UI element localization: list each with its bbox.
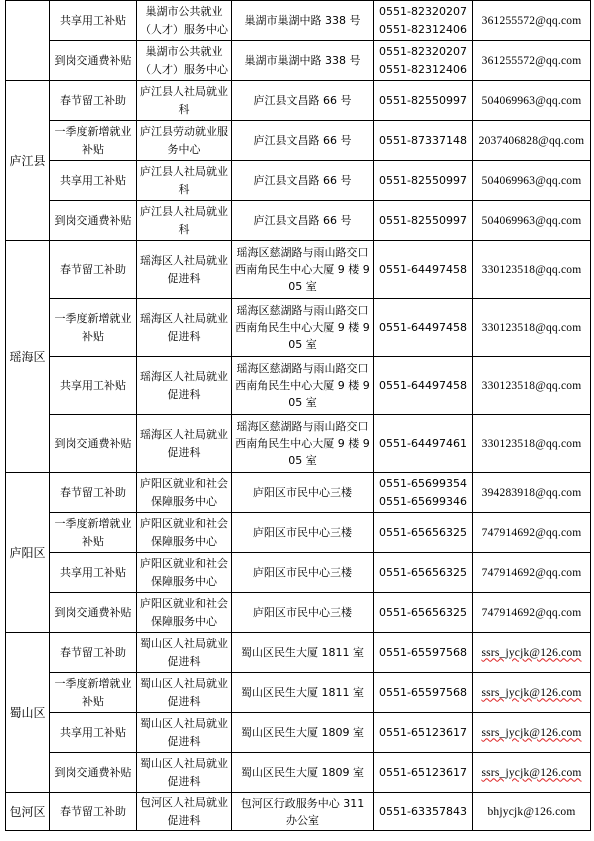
email-cell — [473, 593, 591, 633]
agency-cell: 庐江县人社局就业科 — [137, 161, 232, 201]
email-address: 504069963@qq.com — [481, 174, 582, 187]
agency-cell: 庐阳区就业和社会保障服务中心 — [137, 473, 232, 513]
email-address: 330123518@qq.com — [481, 437, 582, 450]
email-address: ssrs_jycjk@126.com — [481, 646, 582, 659]
phone-number: 0551-63357843 — [379, 804, 467, 818]
table-row — [6, 415, 591, 473]
phone-number: 0551-87337148 — [379, 133, 467, 147]
table-row — [6, 201, 591, 241]
email-cell — [473, 299, 591, 357]
subsidy-item-cell: 春节留工补助 — [50, 633, 137, 673]
email-address: ssrs_jycjk@126.com — [481, 686, 582, 699]
email-address: 361255572@qq.com — [481, 14, 582, 27]
subsidy-item-cell: 一季度新增就业补贴 — [50, 673, 137, 713]
phone-number: 0551-65656325 — [379, 565, 467, 579]
phone-number: 0551-64497458 — [379, 378, 467, 392]
email-address: 747914692@qq.com — [481, 526, 582, 539]
address-cell: 蜀山区民生大厦 1809 室 — [232, 713, 374, 753]
address-cell: 庐江县文昌路 66 号 — [232, 121, 374, 161]
phone-cell — [374, 713, 473, 753]
subsidy-item-cell: 共享用工补贴 — [50, 1, 137, 41]
phone-number: 0551-82320207 — [379, 44, 467, 58]
subsidy-item-cell: 到岗交通费补贴 — [50, 753, 137, 793]
address-cell: 庐江县文昌路 66 号 — [232, 81, 374, 121]
phone-number: 0551-65656325 — [379, 525, 467, 539]
phone-cell — [374, 633, 473, 673]
phone-cell — [374, 673, 473, 713]
phone-number: 0551-65699346 — [379, 494, 467, 508]
email-address: 2037406828@qq.com — [478, 134, 585, 147]
email-cell — [473, 793, 591, 831]
email-cell — [473, 1, 591, 41]
subsidy-item-cell: 春节留工补助 — [50, 81, 137, 121]
table-row — [6, 1, 591, 41]
address-cell: 巢湖市巢湖中路 338 号 — [232, 1, 374, 41]
contact-table-body — [6, 1, 591, 831]
email-address: 361255572@qq.com — [481, 54, 582, 67]
address-cell: 庐江县文昌路 66 号 — [232, 201, 374, 241]
address-cell: 包河区行政服务中心 311 办公室 — [232, 793, 374, 831]
phone-cell — [374, 473, 473, 513]
email-cell — [473, 241, 591, 299]
district-cell: 蜀山区 — [6, 633, 50, 793]
subsidy-item-cell: 一季度新增就业补贴 — [50, 513, 137, 553]
email-address: 394283918@qq.com — [481, 486, 582, 499]
phone-number: 0551-65123617 — [379, 765, 467, 779]
phone-number: 0551-65699354 — [379, 476, 467, 490]
phone-cell — [374, 553, 473, 593]
contact-table — [5, 0, 591, 831]
agency-cell: 瑶海区人社局就业促进科 — [137, 357, 232, 415]
agency-cell: 庐阳区就业和社会保障服务中心 — [137, 553, 232, 593]
email-address: 504069963@qq.com — [481, 94, 582, 107]
phone-number: 0551-82312406 — [379, 62, 467, 76]
email-address: bhjycjk@126.com — [487, 805, 576, 818]
address-cell: 巢湖市巢湖中路 338 号 — [232, 41, 374, 81]
email-cell — [473, 161, 591, 201]
email-cell — [473, 473, 591, 513]
email-cell — [473, 357, 591, 415]
phone-cell — [374, 41, 473, 81]
subsidy-item-cell: 共享用工补贴 — [50, 161, 137, 201]
address-cell: 庐阳区市民中心三楼 — [232, 513, 374, 553]
address-cell: 庐江县文昌路 66 号 — [232, 161, 374, 201]
agency-cell: 庐阳区就业和社会保障服务中心 — [137, 513, 232, 553]
phone-cell — [374, 357, 473, 415]
phone-number: 0551-64497461 — [379, 436, 467, 450]
subsidy-item-cell: 到岗交通费补贴 — [50, 593, 137, 633]
address-cell: 蜀山区民生大厦 1811 室 — [232, 673, 374, 713]
agency-cell: 蜀山区人社局就业促进科 — [137, 673, 232, 713]
address-cell: 瑶海区慈湖路与雨山路交口西南角民生中心大厦 9 楼 905 室 — [232, 241, 374, 299]
email-cell — [473, 121, 591, 161]
agency-cell: 蜀山区人社局就业促进科 — [137, 633, 232, 673]
phone-cell — [374, 793, 473, 831]
subsidy-item-cell: 共享用工补贴 — [50, 713, 137, 753]
table-row — [6, 673, 591, 713]
table-row — [6, 713, 591, 753]
email-cell — [473, 753, 591, 793]
phone-cell — [374, 753, 473, 793]
phone-cell — [374, 121, 473, 161]
email-address: 330123518@qq.com — [481, 263, 582, 276]
address-cell: 庐阳区市民中心三楼 — [232, 593, 374, 633]
subsidy-item-cell: 共享用工补贴 — [50, 553, 137, 593]
district-cell — [6, 1, 50, 81]
email-cell — [473, 553, 591, 593]
email-address: 330123518@qq.com — [481, 321, 582, 334]
phone-number: 0551-64497458 — [379, 320, 467, 334]
phone-number: 0551-65597568 — [379, 685, 467, 699]
phone-number: 0551-82320207 — [379, 4, 467, 18]
agency-cell: 巢湖市公共就业（人才）服务中心 — [137, 1, 232, 41]
email-address: ssrs_jycjk@126.com — [481, 726, 582, 739]
email-cell — [473, 415, 591, 473]
phone-number: 0551-65123617 — [379, 725, 467, 739]
phone-cell — [374, 415, 473, 473]
agency-cell: 蜀山区人社局就业促进科 — [137, 753, 232, 793]
agency-cell: 庐阳区就业和社会保障服务中心 — [137, 593, 232, 633]
address-cell: 庐阳区市民中心三楼 — [232, 473, 374, 513]
phone-cell — [374, 201, 473, 241]
address-cell: 瑶海区慈湖路与雨山路交口西南角民生中心大厦 9 楼 905 室 — [232, 299, 374, 357]
email-cell — [473, 673, 591, 713]
district-cell: 包河区 — [6, 793, 50, 831]
agency-cell: 巢湖市公共就业（人才）服务中心 — [137, 41, 232, 81]
district-cell: 庐江县 — [6, 81, 50, 241]
phone-number: 0551-65597568 — [379, 645, 467, 659]
email-cell — [473, 201, 591, 241]
agency-cell: 包河区人社局就业促进科 — [137, 793, 232, 831]
subsidy-item-cell: 春节留工补助 — [50, 793, 137, 831]
phone-number: 0551-82550997 — [379, 173, 467, 187]
agency-cell: 瑶海区人社局就业促进科 — [137, 415, 232, 473]
phone-number: 0551-65656325 — [379, 605, 467, 619]
subsidy-item-cell: 到岗交通费补贴 — [50, 41, 137, 81]
subsidy-item-cell: 春节留工补助 — [50, 473, 137, 513]
district-cell: 瑶海区 — [6, 241, 50, 473]
phone-cell — [374, 299, 473, 357]
agency-cell: 庐江县劳动就业服务中心 — [137, 121, 232, 161]
address-cell: 瑶海区慈湖路与雨山路交口西南角民生中心大厦 9 楼 905 室 — [232, 415, 374, 473]
phone-cell — [374, 513, 473, 553]
address-cell: 庐阳区市民中心三楼 — [232, 553, 374, 593]
subsidy-item-cell: 共享用工补贴 — [50, 357, 137, 415]
phone-cell — [374, 241, 473, 299]
table-row — [6, 121, 591, 161]
email-cell — [473, 513, 591, 553]
table-row — [6, 593, 591, 633]
table-row — [6, 633, 591, 673]
subsidy-item-cell: 到岗交通费补贴 — [50, 201, 137, 241]
table-row — [6, 241, 591, 299]
district-cell: 庐阳区 — [6, 473, 50, 633]
email-address: 747914692@qq.com — [481, 606, 582, 619]
phone-number: 0551-64497458 — [379, 262, 467, 276]
table-row — [6, 553, 591, 593]
subsidy-item-cell: 一季度新增就业补贴 — [50, 299, 137, 357]
table-row — [6, 81, 591, 121]
subsidy-item-cell: 一季度新增就业补贴 — [50, 121, 137, 161]
table-row — [6, 473, 591, 513]
subsidy-item-cell: 春节留工补助 — [50, 241, 137, 299]
agency-cell: 瑶海区人社局就业促进科 — [137, 241, 232, 299]
phone-number: 0551-82312406 — [379, 22, 467, 36]
phone-number: 0551-82550997 — [379, 93, 467, 107]
agency-cell: 瑶海区人社局就业促进科 — [137, 299, 232, 357]
table-row — [6, 299, 591, 357]
phone-number: 0551-82550997 — [379, 213, 467, 227]
table-row — [6, 161, 591, 201]
table-row — [6, 513, 591, 553]
agency-cell: 蜀山区人社局就业促进科 — [137, 713, 232, 753]
address-cell: 瑶海区慈湖路与雨山路交口西南角民生中心大厦 9 楼 905 室 — [232, 357, 374, 415]
table-row — [6, 793, 591, 831]
agency-cell: 庐江县人社局就业科 — [137, 81, 232, 121]
phone-cell — [374, 593, 473, 633]
subsidy-item-cell: 到岗交通费补贴 — [50, 415, 137, 473]
phone-cell — [374, 1, 473, 41]
email-address: 330123518@qq.com — [481, 379, 582, 392]
email-address: ssrs_jycjk@126.com — [481, 766, 582, 779]
phone-cell — [374, 161, 473, 201]
address-cell: 蜀山区民生大厦 1809 室 — [232, 753, 374, 793]
email-cell — [473, 633, 591, 673]
table-row — [6, 41, 591, 81]
email-cell — [473, 713, 591, 753]
table-row — [6, 753, 591, 793]
email-address: 504069963@qq.com — [481, 214, 582, 227]
agency-cell: 庐江县人社局就业科 — [137, 201, 232, 241]
address-cell: 蜀山区民生大厦 1811 室 — [232, 633, 374, 673]
table-row — [6, 357, 591, 415]
phone-cell — [374, 81, 473, 121]
email-address: 747914692@qq.com — [481, 566, 582, 579]
email-cell — [473, 81, 591, 121]
email-cell — [473, 41, 591, 81]
